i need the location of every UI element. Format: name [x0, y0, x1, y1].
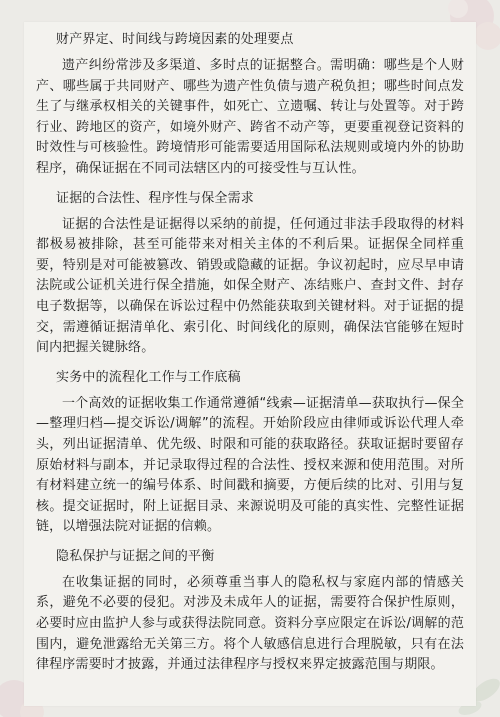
section-property-timeline: [36, 30, 464, 180]
section-paragraph: 遗产纠纷常涉及多渠道、多时点的证据整合。需明确：哪些是个人财产、哪些属于共同财产、哪些为遗产性负债与遗产税负担；哪些时间点发生了与继承权相关的关键事件，如死亡、立遗嘱、转让与处置等。对于跨行业、跨地区的资产，如境外财产、跨省不动产等，更要重视登记资料的时效性与可核验性。跨境情形可能需要适用国际私法规则或境内外的协助程序，确保证据在不同司法辖区内的可接受性与互认性。: [36, 58, 464, 176]
document-content: [36, 30, 464, 685]
section-workflow: [36, 368, 464, 538]
section-heading: 证据的合法性、程序性与保全需求: [56, 190, 255, 206]
section-paragraph: 一个高效的证据收集工作通常遵循“线索—证据清单—获取执行—保全—整理归档—提交诉讼/调解”的流程。开始阶段应由律师或诉讼代理人牵头，列出证据清单、优先级、时限和可能的获取路径。获取证据时要留存原始材料与副本，并记录取得过程的合法性、授权来源和使用范围。对所有材料建立统一的编号体系、时间戳和摘要，方便后续的比对、引用与复核。提交证据时，附上证据目录、来源说明及可能的真实性、完整性证据链，以增强法院对证据的信赖。: [36, 395, 464, 535]
section-paragraph: 证据的合法性是证据得以采纳的前提，任何通过非法手段取得的材料都极易被排除，甚至可能带来对相关主体的不利后果。证据保全同样重要，特别是对可能被篡改、销毁或隐藏的证据。争议初起时，应尽早申请法院或公证机关进行保全措施，如保全财产、冻结账户、查封文件、封存电子数据等，以确保在诉讼过程中仍然能获取到关键材料。对于证据的提交，需遵循证据清单化、索引化、时间线化的原则，确保法官能够在短时间内把握关键脉络。: [36, 216, 464, 356]
section-privacy-balance: [36, 547, 464, 676]
section-heading: 隐私保护与证据之间的平衡: [56, 548, 215, 564]
section-heading: 实务中的流程化工作与工作底稿: [56, 369, 241, 385]
section-evidence-legality: [36, 189, 464, 359]
section-paragraph: 在收集证据的同时，必须尊重当事人的隐私权与家庭内部的情感关系，避免不必要的侵犯。对涉及未成年人的证据，需要符合保护性原则，必要时应由监护人参与或获得法院同意。资料分享应限定在诉讼/调解的范围内，避免泄露给无关第三方。将个人敏感信息进行合理脱敏，只有在法律程序需要时才披露，并通过法律程序与授权来界定披露范围与期限。: [36, 574, 464, 673]
section-heading: 财产界定、时间线与跨境因素的处理要点: [56, 32, 294, 47]
